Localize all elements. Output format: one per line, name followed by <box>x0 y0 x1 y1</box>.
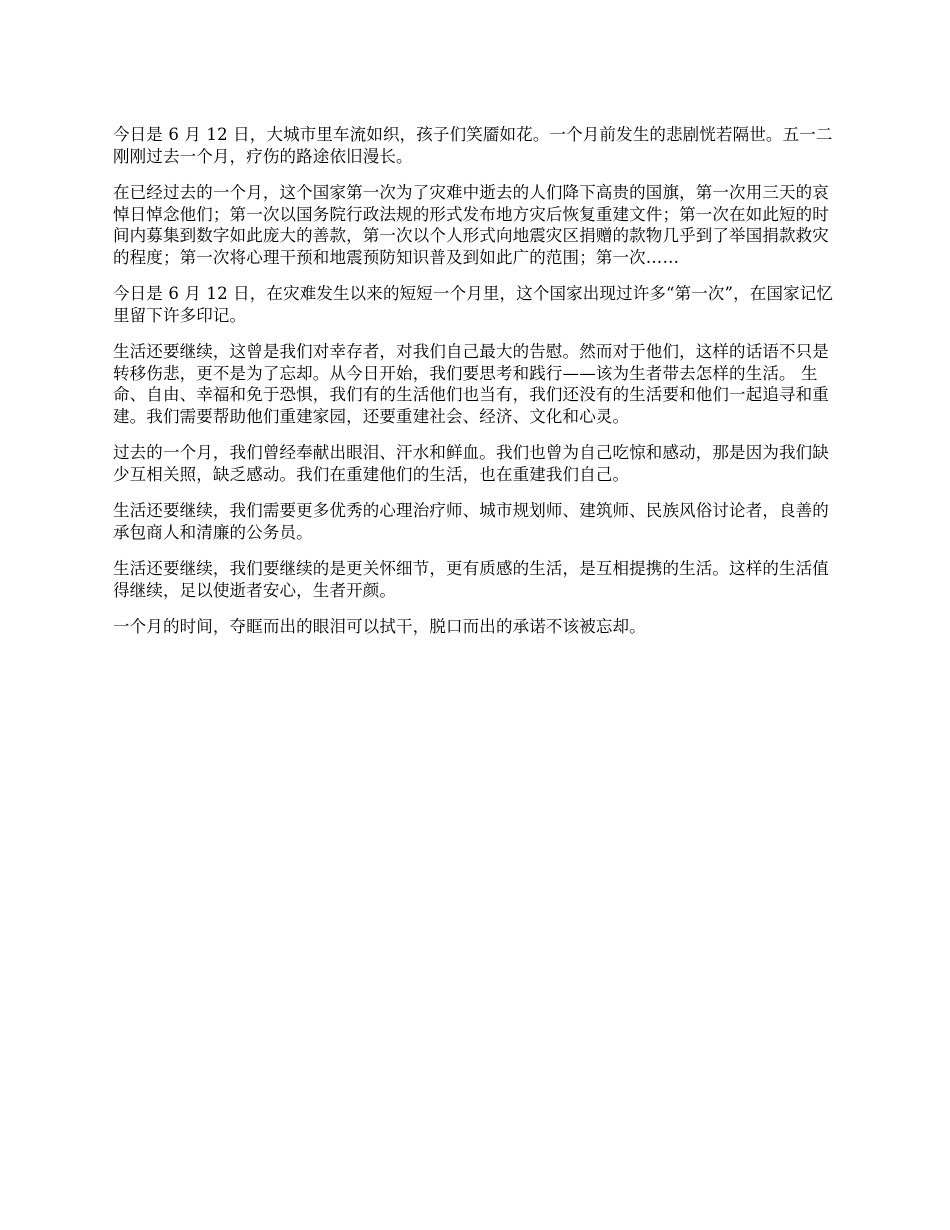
paragraph: 一个月的时间，夺眶而出的眼泪可以拭干，脱口而出的承诺不该被忘却。 <box>113 617 646 636</box>
paragraph: 在已经过去的一个月，这个国家第一次为了灾难中逝去的人们降下高贵的国旗，第一次用三天的哀悼日悼念他们；第一次以国务院行政法规的形式发布地方灾后恢复重建文件；第一次在如此短的时间内募集到数字如此庞大的善款，第一次以个人形式向地震灾区捐赠的款物几乎到了举国捐款救灾的程度；第一次将心理干预和地震预防知识普及到如此广的范围；第一次…… <box>113 183 829 267</box>
paragraph: 今日是 6 月 12 日，大城市里车流如织，孩子们笑靥如花。一个月前发生的悲剧恍若隔世。五一二刚刚过去一个月，疗伤的路途依旧漫长。 <box>113 125 833 166</box>
paragraph: 生活还要继续，我们要继续的是更关怀细节，更有质感的生活，是互相提携的生活。这样的生活值得继续，足以使逝者安心，生者开颜。 <box>113 559 829 600</box>
paragraph: 今日是 6 月 12 日，在灾难发生以来的短短一个月里，这个国家出现过许多“第一次”，在国家记忆里留下许多印记。 <box>113 284 834 325</box>
document-body <box>113 124 841 653</box>
paragraph: 生活还要继续，这曾是我们对幸存者，对我们自己最大的告慰。然而对于他们，这样的话语不只是转移伤悲，更不是为了忘却。从今日开始，我们要思考和践行——该为生者带去怎样的生活。 生命、自由、幸福和免于恐惧，我们有的生活他们也当有，我们还没有的生活要和他们一起追寻和重建。我们需要帮助他们重建家园，还要重建社会、经济、文化和心灵。 <box>113 342 829 426</box>
paragraph: 过去的一个月，我们曾经奉献出眼泪、汗水和鲜血。我们也曾为自己吃惊和感动，那是因为我们缺少互相关照，缺乏感动。我们在重建他们的生活，也在重建我们自己。 <box>113 443 829 484</box>
paragraph: 生活还要继续，我们需要更多优秀的心理治疗师、城市规划师、建筑师、民族风俗讨论者，良善的承包商人和清廉的公务员。 <box>113 501 829 542</box>
